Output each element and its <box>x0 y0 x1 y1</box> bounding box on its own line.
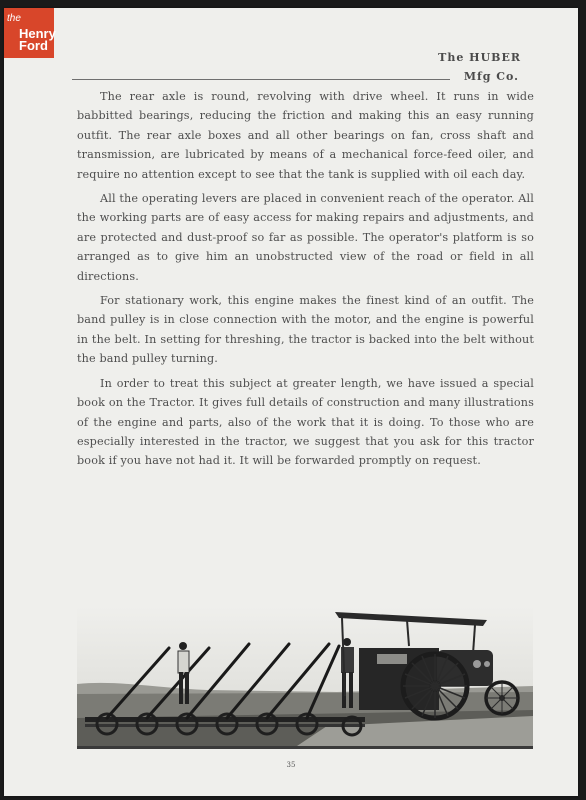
logo-ford: Ford <box>19 38 48 53</box>
body-text <box>77 87 534 476</box>
tractor-illustration <box>77 606 533 746</box>
company-header <box>438 48 521 86</box>
page-number: 35 <box>286 761 296 769</box>
tractor-plowing-photo <box>77 606 533 749</box>
henry-ford-logo[interactable] <box>4 8 54 58</box>
paragraph-operating-levers: All the operating levers are placed in convenient reach of the operator. All the working parts are of easy access for making repairs and adjustments, and are protected and dust-proof so far as possible. The operator's platform is so arranged as to give him an unobstructed view of the road or field in all directions. <box>77 192 534 283</box>
logo-the: the <box>7 13 21 24</box>
logo-henry: Henry <box>19 26 56 41</box>
document-page <box>4 8 578 796</box>
company-name: The HUBER <box>438 51 521 64</box>
paragraph-rear-axle: The rear axle is round, revolving with drive wheel. It runs in wide babbitted bearings, reducing the friction and making this an easy running outfit. The rear axle boxes and all other bearings on fan, cross shaft and transmission, are lubricated by means of a mechanical force-feed oiler, and require no attention except to see that the tank is supplied with oil each day. <box>77 90 534 181</box>
paragraph-tractor-book: In order to treat this subject at greater length, we have issued a special book on the Tractor. It gives full details of construction and many illustrations of the engine and parts, also of the work that it is doing. To those who are especially interested in the tractor, we suggest that you ask for this tractor book if you have not had it. It will be forwarded promptly on request. <box>77 376 534 468</box>
header-rule <box>72 79 450 80</box>
paragraph-stationary-work: For stationary work, this engine makes the finest kind of an outfit. The band pulley is in close connection with the motor, and the engine is powerful in the belt. In setting for threshing, the tractor is backed into the belt without the band pulley turning. <box>77 294 534 366</box>
company-suffix: Mfg Co. <box>463 70 519 83</box>
